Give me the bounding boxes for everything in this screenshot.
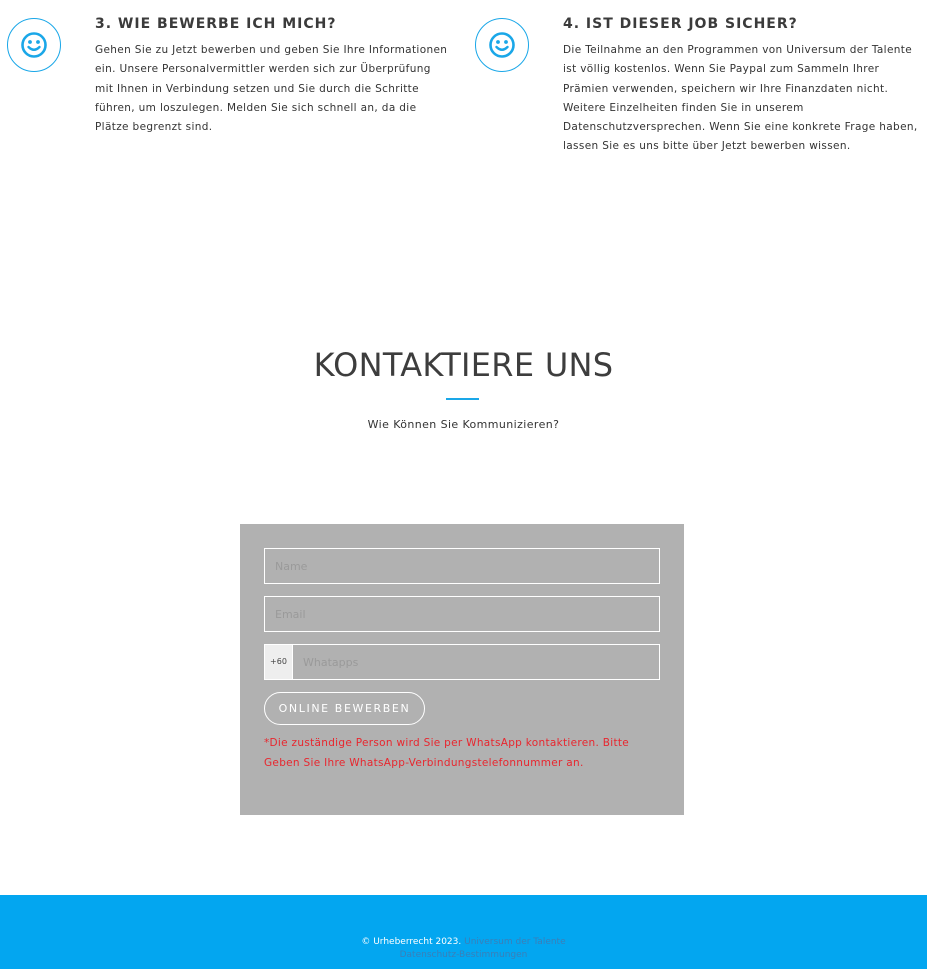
faq-text (563, 41, 925, 157)
contact-title: KONTAKTIERE UNS (313, 346, 614, 384)
name-input[interactable] (264, 548, 660, 584)
smiley-icon (7, 18, 61, 72)
footer (0, 895, 927, 969)
faq-line: lassen Sie es uns bitte über Jetzt bewerben wissen. (563, 140, 851, 153)
email-input[interactable] (264, 596, 660, 632)
faq-title: 3. WIE BEWERBE ICH MICH? (95, 16, 337, 32)
note-line: Geben Sie Ihre WhatsApp-Verbindungstelefonnummer an. (264, 757, 584, 769)
faq-text (95, 41, 455, 137)
faq-item-safety (462, 0, 927, 170)
smiley-icon (475, 18, 529, 72)
faq-line: Weitere Einzelheiten finden Sie in unserem (563, 101, 804, 114)
faq-line: mit Ihnen in Verbindung setzen und Sie durch die Schritte (95, 82, 419, 95)
contact-subtitle: Wie Können Sie Kommunizieren? (367, 418, 560, 431)
faq-line: führen, um loszulegen. Melden Sie sich schnell an, da die (95, 101, 417, 114)
faq-item-apply (0, 0, 460, 170)
phone-field (264, 644, 660, 680)
title-underline (446, 398, 479, 400)
faq-line: ist völlig kostenlos. Wenn Sie Paypal zum Sammeln Ihrer (563, 63, 880, 76)
faq-line: Plätze begrenzt sind. (95, 121, 213, 134)
country-code-selector[interactable]: +60 (265, 645, 293, 679)
whatsapp-input[interactable] (293, 645, 659, 679)
brand-link[interactable]: Universum der Talente (464, 937, 566, 947)
faq-line: ein. Unsere Personalvermittler werden sich zur Überprüfung (95, 63, 431, 76)
faq-line: Prämien verwenden, speichern wir Ihre Finanzdaten nicht. (563, 82, 889, 95)
faq-line: Datenschutzversprechen. Wenn Sie eine konkrete Frage haben, (563, 121, 918, 134)
faq-title: 4. IST DIESER JOB SICHER? (563, 16, 798, 32)
contact-form (240, 524, 684, 815)
whatsapp-note (264, 733, 660, 773)
note-line: *Die zuständige Person wird Sie per WhatsApp kontaktieren. Bitte (264, 737, 630, 749)
faq-line: Die Teilnahme an den Programmen von Universum der Talente (563, 44, 913, 56)
footer-copyright-line (0, 937, 927, 947)
faq-line: Gehen Sie zu Jetzt bewerben und geben Sie Ihre Informationen (95, 44, 448, 56)
submit-button[interactable]: ONLINE BEWERBEN (264, 692, 425, 725)
privacy-link[interactable]: Datenschutz-Bestimmungen (399, 950, 528, 960)
footer-privacy-line (0, 950, 927, 960)
copyright-text: © Urheberrecht 2023. (361, 937, 462, 947)
